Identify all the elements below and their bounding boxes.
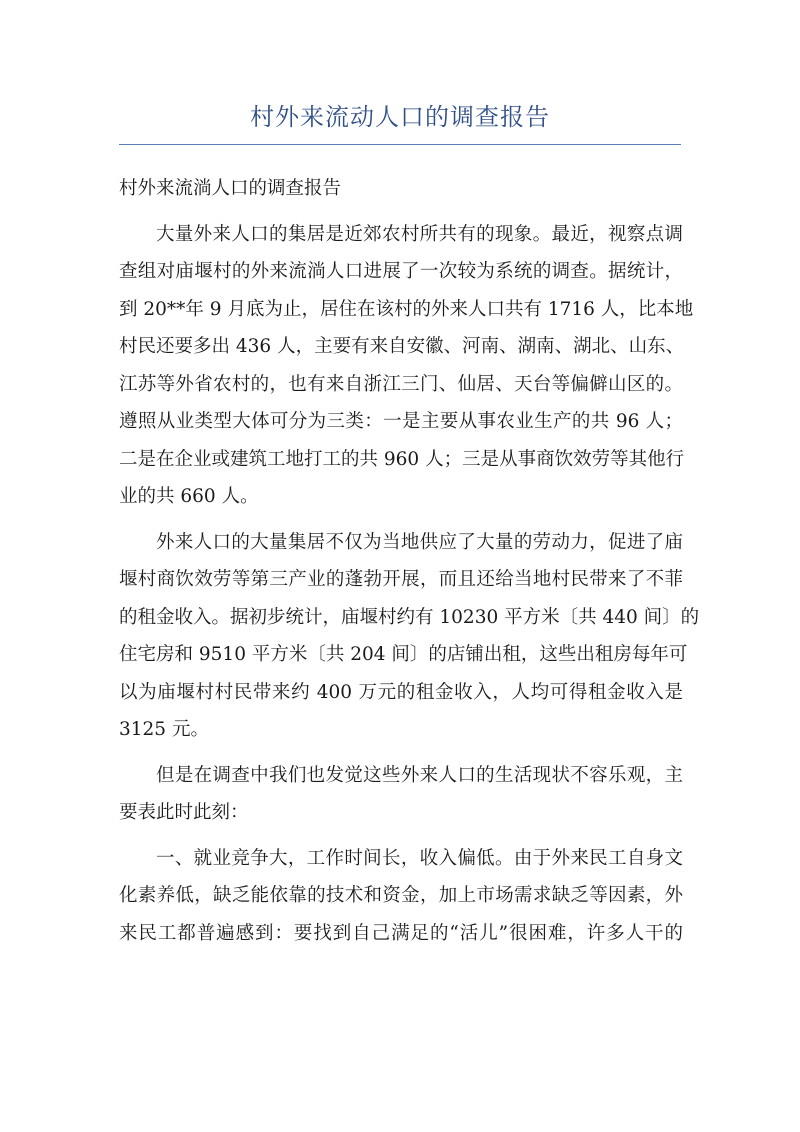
document-body (119, 170, 700, 952)
paragraph-line: 外来人口的大量集居不仅为当地供应了大量的劳动力，促进了庙 (156, 531, 683, 553)
paragraph-line: 化素养低，缺乏能依靠的技术和资金，加上市场需求缺乏等因素，外 (119, 885, 683, 906)
paragraph-line: 到 20**年 9 月底为止，居住在该村的外来人口共有 1716 人，比本地 (119, 298, 694, 320)
paragraph-line: 遵照从业类型大体可分为三类：一是主要从事农业生产的共 96 人； (119, 411, 683, 432)
paragraph-3 (119, 757, 683, 832)
paragraph-line: 业的共 660 人。 (119, 486, 259, 507)
paragraph-line: 查组对庙堰村的外来流淌人口进展了一次较为系统的调查。据统计， (119, 261, 683, 282)
paragraph-4 (119, 840, 683, 953)
paragraph-line: 大量外来人口的集居是近郊农村所共有的现象。最近，视察点调 (156, 223, 683, 245)
paragraph-line: 以为庙堰村村民带来约 400 万元的租金收入，人均可得租金收入是 (119, 681, 683, 703)
document-title: 村外来流动人口的调查报告 (250, 103, 550, 131)
paragraph-line: 村民还要多出 436 人，主要有来自安徽、河南、湖南、湖北、山东、 (119, 336, 685, 357)
paragraph-line: 江苏等外省农村的，也有来自浙江三门、仙居、天台等偏僻山区的。 (119, 373, 683, 395)
paragraph-line: 但是在调查中我们也发觉这些外来人口的生活现状不容乐观，主 (156, 764, 683, 786)
paragraph-line: 堰村商饮效劳等第三产业的蓬勃开展，而且还给当地村民带来了不菲 (119, 569, 683, 590)
document-subtitle: 村外来流淌人口的调查报告 (119, 178, 342, 199)
paragraph-line: 一、就业竞争大，工作时间长，收入偏低。由于外来民工自身文 (156, 847, 683, 869)
paragraph-line: 的租金收入。据初步统计，庙堰村约有 10230 平方米〔共 440 间〕的 (119, 606, 700, 628)
paragraph-line: 二是在企业或建筑工地打工的共 960 人；三是从事商饮效劳等其他行 (119, 448, 685, 470)
paragraph-2 (119, 524, 700, 749)
paragraph-line: 3125 元。 (119, 719, 209, 740)
paragraph-1 (119, 216, 694, 516)
title-divider (119, 144, 681, 145)
paragraph-line: 住宅房和 9510 平方米〔共 204 间〕的店铺出租，这些出租房每年可 (119, 644, 688, 665)
paragraph-line: 要表此时此刻： (119, 802, 249, 823)
paragraph-line: 来民工都普遍感到：要找到自己满足的“活儿”很困难，许多人干的 (119, 922, 683, 944)
